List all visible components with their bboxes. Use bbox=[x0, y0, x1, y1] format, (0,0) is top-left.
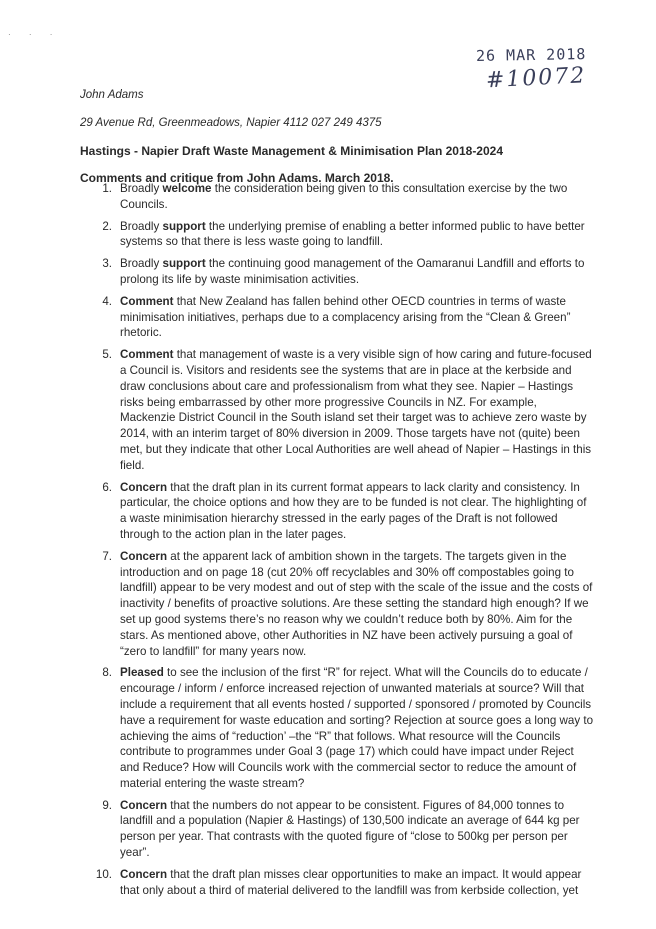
item-text: Concern that the numbers do not appear to be consistent. Figures of 84,000 tonnes to landfill and a population (Napier & Hastings) of 130,500 indicate an average of 644 kg per person per year. That contrasts with the quoted figure of “close to 500kg per person per year”. bbox=[120, 798, 580, 860]
item-text: Pleased to see the inclusion of the first “R” for reject. What will the Councils do to educate / encourage / inform / enforce increased rejection of unwanted materials at source? Will that include a requirement that all events hosted / supported / sponsored / promoted by Councils have a requirement for waste education and sorting? Rejection at source goes a long way to achieving the aims of “reduction’ –the “R” that follows. What resource will the Councils contribute to programmes under Goal 3 (page 17) which could have impact under Reject and Reduce? How will Councils work with the commercial sector to reduce the amount of material entering the waste stream? bbox=[120, 666, 594, 790]
item-text: Broadly welcome the consideration being given to this consultation exercise by the two Councils. bbox=[120, 182, 568, 211]
item-number: 3. bbox=[102, 257, 112, 271]
list-item bbox=[84, 347, 594, 473]
item-number: 9. bbox=[102, 798, 112, 812]
item-keyword: Concern bbox=[120, 798, 168, 812]
list-item bbox=[84, 219, 594, 251]
item-number: 2. bbox=[102, 219, 112, 233]
item-keyword: Pleased bbox=[120, 666, 164, 680]
item-text: Broadly support the underlying premise of enabling a better informed public to have better systems so that there is less waste going to landfill. bbox=[120, 219, 585, 249]
item-text: Comment that management of waste is a very visible sign of how caring and future-focused a Council is. Visitors and residents see the systems that are in place at the kerbside and draw conclusions about care and professionalism from what they see. Napier – Hastings risks being embarrassed by other more progressive Councils in NZ. For example, Mackenzie District Council in the South island set their target was to achieve zero waste by 2014, with an interim target of 80% diversion in 2009. Those targets have not (quite) been met, but they indicate that other Local Authorities are well ahead of Napier – Hastings in this field. bbox=[120, 348, 592, 472]
list-item bbox=[84, 798, 594, 861]
item-text: Concern at the apparent lack of ambition shown in the targets. The targets given in the introduction and on page 18 (cut 20% off recyclables and 30% off compostables going to landfill) appear to be very modest and out of step with the scale of the issue and the costs of inactivity / benefits of proactive solutions. Are these setting the standard high enough? If we set up good systems there’s no reason why we couldn’t reduce both by 80%. Aim for the stars. As mentioned above, other Authorities in NZ have been actively pursuing a goal of “zero to landfill” for many years now. bbox=[120, 549, 593, 658]
item-text: Comment that New Zealand has fallen behind other OECD countries in terms of waste minimisation initiatives, perhaps due to a complacency arising from the “Clean & Green” rhetoric. bbox=[120, 294, 571, 340]
list-item bbox=[84, 665, 594, 791]
item-keyword: Concern bbox=[120, 549, 168, 563]
item-number: 8. bbox=[102, 666, 112, 680]
item-keyword: support bbox=[162, 219, 206, 233]
list-item bbox=[84, 256, 594, 288]
document-title: Hastings - Napier Draft Waste Management & Minimisation Plan 2018-2024 bbox=[80, 144, 504, 158]
item-number: 5. bbox=[102, 348, 112, 362]
list-item bbox=[84, 480, 594, 543]
list-item bbox=[84, 294, 594, 341]
stamp-date: 26 MAR 2018 bbox=[475, 45, 587, 65]
item-number: 6. bbox=[102, 480, 112, 494]
document-subtitle: Comments and critique from John Adams. March 2018. bbox=[80, 171, 394, 185]
list-item bbox=[84, 549, 594, 660]
item-number: 1. bbox=[102, 182, 112, 195]
author-name: John Adams bbox=[80, 89, 144, 101]
item-keyword: Concern bbox=[120, 480, 168, 494]
item-text: Broadly support the continuing good management of the Oamaranui Landfill and efforts to prolong its life by waste minimisation activities. bbox=[120, 257, 585, 286]
item-keyword: welcome bbox=[162, 182, 212, 195]
item-text: Concern that the draft plan in its current format appears to lack clarity and consistency. In particular, the choice options and how they are to be funded is not clear. The highlighting of a waste minimisation hierarchy stressed in the early pages of the Draft is not followed through to the action plan in the later pages. bbox=[120, 480, 587, 541]
author-address: 29 Avenue Rd, Greenmeadows, Napier 4112 027 249 4375 bbox=[80, 117, 382, 129]
item-keyword: Comment bbox=[120, 348, 174, 362]
item-number: 7. bbox=[102, 549, 112, 563]
item-keyword: support bbox=[162, 257, 206, 271]
received-stamp bbox=[475, 45, 587, 94]
item-text: Concern that the draft plan misses clear opportunities to make an impact. It would appear that only about a third of material delivered to the landfill was from kerbside collection, yet bbox=[120, 867, 582, 897]
list-item bbox=[84, 181, 594, 213]
scan-specks: · · · bbox=[8, 30, 61, 39]
stamp-reference: #10072 bbox=[484, 63, 587, 94]
list-item bbox=[84, 867, 594, 899]
item-number: 4. bbox=[102, 294, 112, 308]
item-number: 10. bbox=[95, 867, 112, 881]
item-keyword: Concern bbox=[120, 867, 168, 881]
item-keyword: Comment bbox=[120, 294, 174, 308]
comment-list bbox=[84, 181, 594, 904]
